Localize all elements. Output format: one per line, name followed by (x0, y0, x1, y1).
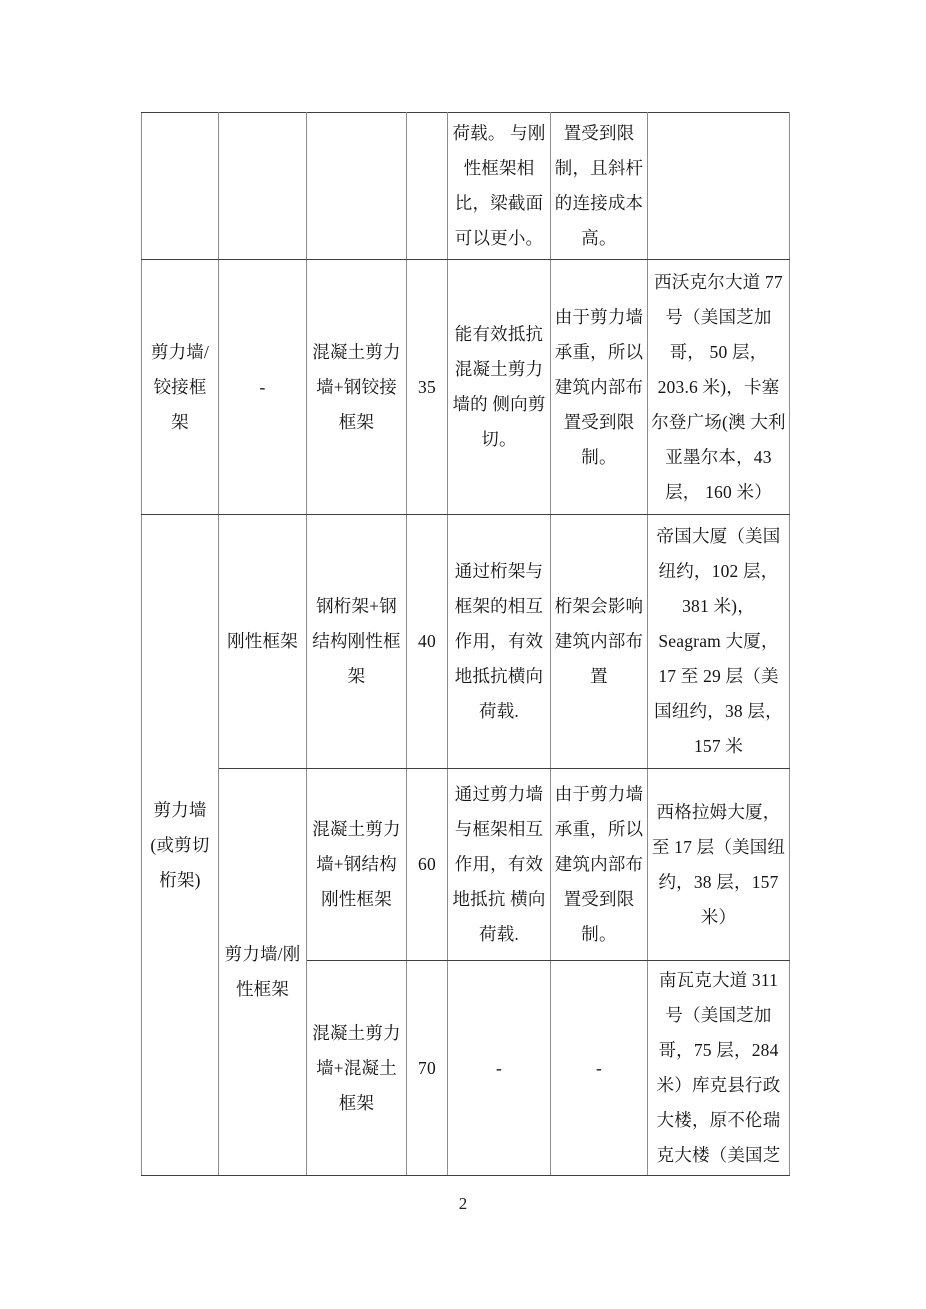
storeys-cell-empty (407, 113, 448, 260)
disadvantage-cell: 桁架会影响建筑内部布置 (551, 515, 648, 769)
advantage-cell: 通过桁架与框架的相互作用，有效地抵抗横向荷载. (448, 515, 551, 769)
materials-cell-empty (307, 113, 407, 260)
storeys-cell: 70 (407, 961, 448, 1176)
examples-cell-empty (648, 113, 790, 260)
table-row-shearwall-hinged-frame (142, 260, 790, 515)
storeys-cell: 35 (407, 260, 448, 515)
structural-systems-table (141, 112, 790, 1176)
materials-cell: 混凝土剪力墙+钢结构刚性框架 (307, 769, 407, 961)
disadvantage-cell: - (551, 961, 648, 1176)
examples-cell: 西格拉姆大厦，至 17 层（美国纽约，38 层，157 米） (648, 769, 790, 961)
examples-cell: 南瓦克大道 311 号（美国芝加哥，75 层，284 米）库克县行政大楼，原不伦瑞克大楼（美国芝 (648, 961, 790, 1176)
table-row-rigid-frame (142, 515, 790, 769)
system-cell: 剪力墙(或剪切桁架) (142, 515, 219, 1176)
subtype-cell: 刚性框架 (219, 515, 307, 769)
disadvantage-cell: 由于剪力墙承重，所以建筑内部布置受到限制。 (551, 769, 648, 961)
system-cell: 剪力墙/铰接框架 (142, 260, 219, 515)
subtype-cell: 剪力墙/刚性框架 (219, 769, 307, 1176)
system-cell-empty (142, 113, 219, 260)
advantage-cell: 通过剪力墙与框架相互作用，有效地抵抗 横向荷载. (448, 769, 551, 961)
storeys-cell: 40 (407, 515, 448, 769)
advantage-cell: - (448, 961, 551, 1176)
table-row-shearwall-rigid-frame-steel (142, 769, 790, 961)
subtype-cell: - (219, 260, 307, 515)
advantage-cell: 能有效抵抗混凝土剪力墙的 侧向剪切。 (448, 260, 551, 515)
materials-cell: 混凝土剪力墙+混凝土框架 (307, 961, 407, 1176)
storeys-cell: 60 (407, 769, 448, 961)
disadvantage-cell: 置受到限制，且斜杆的连接成本高。 (551, 113, 648, 260)
page-number: 2 (458, 1194, 468, 1213)
advantage-cell: 荷载。 与刚性框架相比，梁截面可以更小。 (448, 113, 551, 260)
materials-cell: 钢桁架+钢结构刚性框架 (307, 515, 407, 769)
table-row-continuation (142, 113, 790, 260)
materials-cell: 混凝土剪力墙+钢铰接框架 (307, 260, 407, 515)
examples-cell: 西沃克尔大道 77 号（美国芝加哥， 50 层，203.6 米)，卡塞尔登广场(澳 大利亚墨尔本，43 层， 160 米） (648, 260, 790, 515)
disadvantage-cell: 由于剪力墙承重，所以建筑内部布置受到限制。 (551, 260, 648, 515)
subtype-cell-empty (219, 113, 307, 260)
examples-cell: 帝国大厦（美国纽约，102 层，381 米)，Seagram 大厦，17 至 29 层（美国纽约，38 层，157 米 (648, 515, 790, 769)
